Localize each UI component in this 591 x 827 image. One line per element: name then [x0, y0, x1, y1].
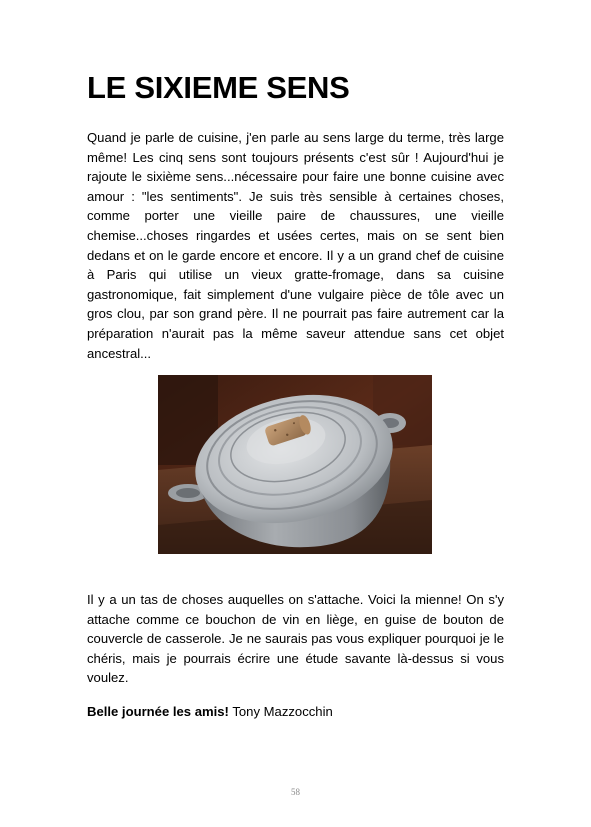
intro-paragraph: Quand je parle de cuisine, j'en parle au sens large du terme, très large même! Les cinq sens sont toujours présents c'est sûr ! Aujourd'hui je rajoute le sixième sens...nécessaire pour faire une bonne cuisine avec amour : "les sentiments". Je suis très sensible à certaines choses, comme porter une vieille paire de chaussures, une vieille chemise...choses ringardes et usées certes, mais on se sent bien dedans et on le garde encore et encore. Il y a un grand chef de cuisine à Paris qui utilise un vieux gratte-fromage, dans sa cuisine gastronomique, fait simplement d'une vulgaire pièce de tôle avec un gros clou, par son grand père. Il ne pourrait pas faire autrement car la préparation n'aurait pas la même saveur attendue sans cet objet ancestral... [87, 130, 504, 361]
page-number: 58 [291, 787, 300, 797]
signoff-author: Tony Mazzocchin [232, 704, 333, 719]
closing-paragraph: Il y a un tas de choses auquelles on s'attache. Voici la mienne! On s'y attache comme ce bouchon de vin en liège, en guise de bouton de couvercle de casserole. Je ne saurais pas vous expliquer pourquoi je le chéris, mais je pourrais écrire une étude savante là-dessus si vous voulez. [87, 592, 504, 686]
saucepan-photo [158, 375, 432, 554]
signoff [87, 702, 333, 721]
signoff-greeting: Belle journée les amis! [87, 704, 229, 719]
page-title: LE SIXIEME SENS [87, 70, 350, 105]
